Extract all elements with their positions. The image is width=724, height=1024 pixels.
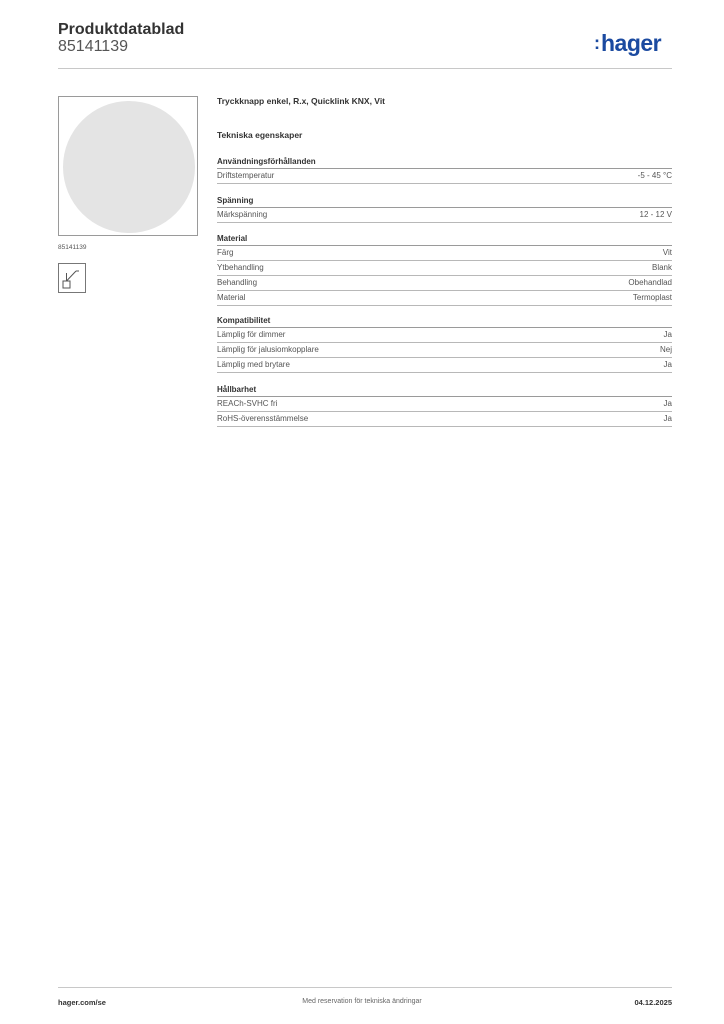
product-image <box>63 101 195 233</box>
footer-website-link[interactable]: hager.com/se <box>58 998 106 1007</box>
switch-symbol-icon <box>58 263 86 293</box>
spec-group <box>217 315 672 373</box>
footer-date: 04.12.2025 <box>634 998 672 1007</box>
header-divider <box>58 68 672 69</box>
spec-group <box>217 384 672 427</box>
spec-row <box>217 246 672 261</box>
spec-value: Ja <box>663 360 672 369</box>
product-image-frame <box>58 96 198 236</box>
spec-row <box>217 328 672 343</box>
spec-label: Färg <box>217 248 234 257</box>
spec-label: REACh-SVHC fri <box>217 399 278 408</box>
section-title: Tekniska egenskaper <box>217 130 303 140</box>
spec-value: -5 - 45 °C <box>637 171 672 180</box>
spec-value: Termoplast <box>632 293 672 302</box>
spec-value: Vit <box>662 248 672 257</box>
footer-disclaimer: Med reservation för tekniska ändringar <box>302 998 422 1005</box>
spec-group <box>217 156 672 184</box>
spec-row <box>217 169 672 184</box>
spec-label: Lämplig för dimmer <box>217 330 286 339</box>
spec-label: Driftstemperatur <box>217 171 275 180</box>
spec-value: Ja <box>663 414 672 423</box>
spec-value: Ja <box>663 399 672 408</box>
spec-group-title: Hållbarhet <box>217 384 672 397</box>
spec-label: Material <box>217 293 246 302</box>
spec-row <box>217 291 672 306</box>
product-number: 85141139 <box>58 38 128 55</box>
spec-row <box>217 276 672 291</box>
hager-logo <box>594 30 661 57</box>
logo-dots-icon: : <box>594 33 600 53</box>
logo-text: hager <box>601 30 662 56</box>
spec-group <box>217 195 672 223</box>
spec-group-title: Material <box>217 233 672 246</box>
spec-label: Lämplig med brytare <box>217 360 290 369</box>
spec-group-title: Användningsförhållanden <box>217 156 672 169</box>
spec-row <box>217 261 672 276</box>
spec-row <box>217 358 672 373</box>
spec-value: 12 - 12 V <box>639 210 672 219</box>
spec-row <box>217 397 672 412</box>
spec-label: Lämplig för jalusiomkopplare <box>217 345 319 354</box>
spec-label: Ytbehandling <box>217 263 264 272</box>
spec-value: Obehandlad <box>628 278 672 287</box>
spec-value: Ja <box>663 330 672 339</box>
footer-divider <box>58 987 672 988</box>
spec-row <box>217 343 672 358</box>
spec-value: Blank <box>651 263 672 272</box>
spec-row <box>217 412 672 427</box>
spec-group-title: Spänning <box>217 195 672 208</box>
spec-row <box>217 208 672 223</box>
spec-label: RoHS-överensstämmelse <box>217 414 309 423</box>
document-title: Produktdatablad <box>58 21 185 38</box>
product-name: Tryckknapp enkel, R.x, Quicklink KNX, Vit <box>217 96 386 106</box>
spec-group <box>217 233 672 306</box>
spec-value: Nej <box>659 345 672 354</box>
spec-label: Behandling <box>217 278 258 287</box>
spec-group-title: Kompatibilitet <box>217 315 672 328</box>
image-caption: 85141139 <box>58 244 87 251</box>
spec-label: Märkspänning <box>217 210 268 219</box>
